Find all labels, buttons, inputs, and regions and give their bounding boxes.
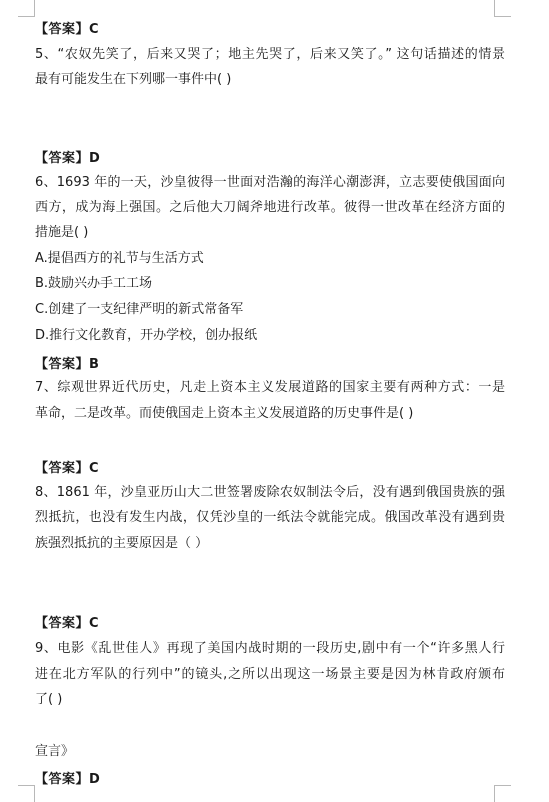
question-stem-line: 6、1693 年的一天，沙皇彼得一世面对浩瀚的海洋心潮澎湃，立志要使俄国面向 [35,175,505,190]
option-d-continuation: 宣言》 [35,744,75,759]
corner-crop-mark-top-left [18,0,35,17]
question-stem-line: 进在北方军队的行列中”的镜头,之所以出现这一场景主要是因为林肯政府颁布 [35,667,505,682]
question-stem-line: 烈抵抗，也没有发生内战，仅凭沙皇的一纸法令就能完成。俄国改革没有遇到贵 [35,510,505,525]
question-stem-line: 7、综观世界近代历史，凡走上资本主义发展道路的国家主要有两种方式：一是 [35,380,505,395]
question-stem-line: 族强烈抵抗的主要原因是（ ） [35,536,209,551]
answer-line-q8: 【答案】C [35,616,100,631]
answer-line-q6: 【答案】B [35,357,100,372]
answer-line-q5: 【答案】D [35,151,101,166]
question-stem-line: 8、1861 年，沙皇亚历山大二世签署废除农奴制法令后，没有遇到俄国贵族的强 [35,485,505,500]
question-stem-line: 西方，成为海上强国。之后他大刀阔斧地进行改革。彼得一世改革在经济方面的 [35,200,505,215]
corner-crop-mark-top-right [494,0,511,17]
question-stem-line: 革命，二是改革。而使俄国走上资本主义发展道路的历史事件是( ) [35,406,414,421]
answer-line-q4: 【答案】C [35,22,100,37]
question-stem-line: 9、电影《乱世佳人》再现了美国内战时期的一段历史,剧中有一个“许多黑人行 [35,641,505,656]
question-stem-line: 最有可能发生在下列哪一事件中( ) [35,72,232,87]
question-stem-line: 措施是( ) [35,225,89,240]
option-a: A.提倡西方的礼节与生活方式 [35,251,204,266]
option-d: D.推行文化教育，开办学校，创办报纸 [35,328,258,343]
answer-line-q9: 【答案】D [35,772,101,787]
option-b: B.鼓励兴办手工工场 [35,276,153,291]
option-c: C.创建了一支纪律严明的新式常备军 [35,302,244,317]
corner-crop-mark-bottom-left [18,785,35,802]
question-stem-line: 5、“农奴先笑了，后来又哭了；地主先哭了，后来又笑了。” 这句话描述的情景 [35,47,505,62]
answer-line-q7: 【答案】C [35,461,100,476]
question-stem-line: 了( ) [35,692,63,707]
